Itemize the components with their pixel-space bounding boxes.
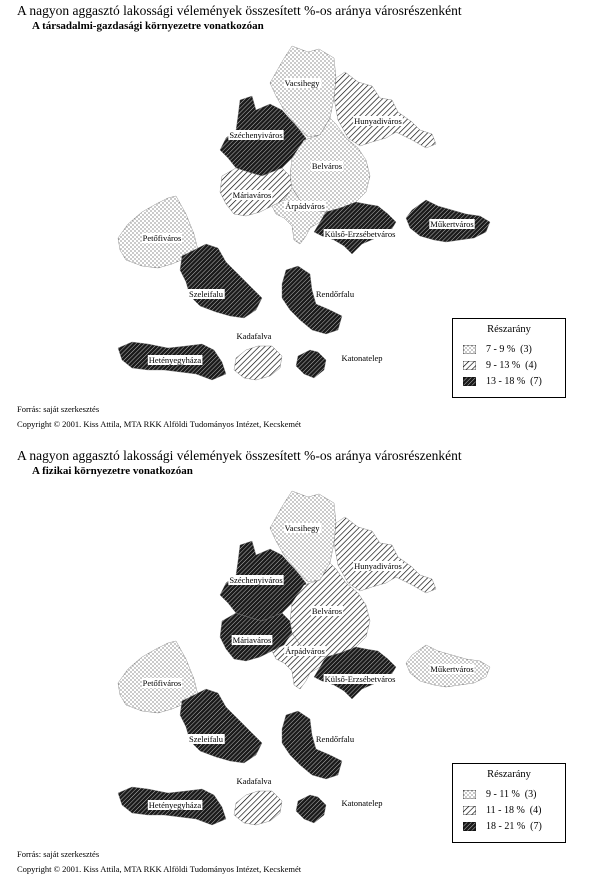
district-katonatelep (296, 795, 326, 823)
legend-swatch-low (463, 790, 476, 799)
district-szeleifalu (180, 244, 262, 318)
district-hunyadivaros (334, 517, 436, 593)
district-kadafalva (234, 346, 282, 380)
source-note: Forrás: saját szerkesztés (17, 849, 100, 859)
district-label-vacsihegy: Vacsihegy (284, 78, 320, 88)
district-label-katonatelep: Katonatelep (341, 353, 383, 363)
legend (452, 763, 566, 843)
district-label-mariavaros: Máriaváros (232, 635, 272, 645)
district-label-szechenyivaros: Széchenyiváros (229, 575, 283, 585)
legend-swatch-mid (463, 806, 476, 815)
district-label-belvaros: Belváros (311, 161, 343, 171)
district-label-hetenyegyhaza: Hetényegyháza (148, 800, 202, 810)
legend-swatch-mid (463, 361, 476, 370)
legend-swatch-high (463, 822, 476, 831)
panel-subtitle: A fizikai környezetre vonatkozóan (32, 465, 193, 477)
district-label-katonatelep: Katonatelep (341, 798, 383, 808)
district-label-vacsihegy: Vacsihegy (284, 523, 320, 533)
district-rendorfalu (282, 711, 342, 779)
district-szeleifalu (180, 689, 262, 763)
legend-range: 9 - 13 % (486, 359, 521, 371)
legend (452, 318, 566, 398)
panel-subtitle: A társadalmi-gazdasági környezetre vonatkozóan (32, 20, 264, 32)
district-label-mukertvaros: Műkertváros (430, 664, 474, 674)
legend-count: (4) (525, 359, 537, 371)
legend-swatch-low (463, 345, 476, 354)
district-label-hunyadivaros: Hunyadiváros (354, 116, 402, 126)
legend-count: (7) (530, 375, 542, 387)
district-hunyadivaros (334, 72, 436, 148)
legend-title: Részarány (487, 324, 531, 335)
district-label-kadafalva: Kadafalva (236, 331, 272, 341)
district-label-kulso-erzsebetvaros: Külső-Erzsébetváros (324, 674, 396, 684)
district-label-szechenyivaros: Széchenyiváros (229, 130, 283, 140)
district-label-mukertvaros: Műkertváros (430, 219, 474, 229)
legend-title: Részarány (487, 769, 531, 780)
legend-range: 7 - 9 % (486, 343, 516, 355)
district-label-arpadvaros: Árpádváros (285, 646, 325, 656)
district-label-belvaros: Belváros (311, 606, 343, 616)
district-label-arpadvaros: Árpádváros (285, 201, 325, 211)
legend-range: 18 - 21 % (486, 820, 526, 832)
legend-item-high (463, 820, 542, 832)
district-label-kadafalva: Kadafalva (236, 776, 272, 786)
district-label-rendorfalu: Rendőrfalu (315, 734, 355, 744)
district-label-mariavaros: Máriaváros (232, 190, 272, 200)
legend-count: (3) (524, 788, 537, 800)
legend-count: (7) (530, 820, 542, 832)
legend-count: (4) (529, 804, 542, 816)
source-note: Forrás: saját szerkesztés (17, 404, 100, 414)
legend-item-low (463, 343, 532, 355)
map-panel-physical (0, 445, 600, 890)
district-label-hetenyegyhaza: Hetényegyháza (148, 355, 202, 365)
legend-item-mid (463, 804, 541, 816)
district-label-szeleifalu: Szeleifalu (189, 734, 223, 744)
legend-item-mid (463, 359, 537, 371)
legend-count: (3) (520, 343, 532, 355)
district-kadafalva (234, 791, 282, 825)
district-label-rendorfalu: Rendőrfalu (315, 289, 355, 299)
legend-item-high (463, 375, 542, 387)
legend-range: 9 - 11 % (486, 788, 520, 800)
district-katonatelep (296, 350, 326, 378)
panel-title: A nagyon aggasztó lakossági vélemények összesített %-os aránya városrészenként (17, 3, 462, 18)
district-rendorfalu (282, 266, 342, 334)
copyright-note: Copyright © 2001. Kiss Attila, MTA RKK Alföldi Tudományos Intézet, Kecskemét (17, 864, 302, 874)
copyright-note: Copyright © 2001. Kiss Attila, MTA RKK Alföldi Tudományos Intézet, Kecskemét (17, 419, 302, 429)
legend-swatch-high (463, 377, 476, 386)
panel-title: A nagyon aggasztó lakossági vélemények összesített %-os aránya városrészenként (17, 448, 462, 463)
district-label-szeleifalu: Szeleifalu (189, 289, 223, 299)
legend-range: 11 - 18 % (486, 804, 525, 816)
legend-item-low (463, 788, 536, 800)
district-label-hunyadivaros: Hunyadiváros (354, 561, 402, 571)
legend-range: 13 - 18 % (486, 375, 526, 387)
district-label-petofivaros: Petőfiváros (142, 678, 182, 688)
district-label-petofivaros: Petőfiváros (142, 233, 182, 243)
district-label-kulso-erzsebetvaros: Külső-Erzsébetváros (324, 229, 396, 239)
